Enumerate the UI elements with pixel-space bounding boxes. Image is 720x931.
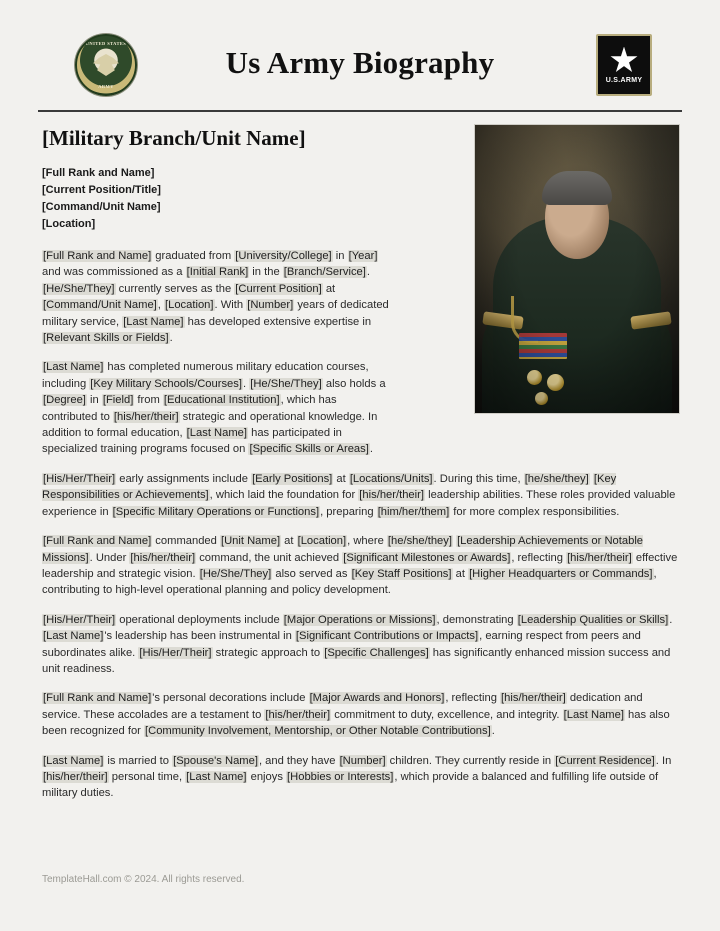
placeholder-field: [Major Awards and Honors]: [309, 692, 445, 705]
text-run: 's personal decorations include: [152, 692, 309, 705]
army-seal-icon: [75, 34, 137, 96]
identity-line-rank-name: [Full Rank and Name]: [42, 167, 155, 179]
placeholder-field: [his/her/their]: [567, 551, 632, 564]
placeholder-field: [Spouse's Name]: [173, 754, 258, 767]
paragraph-p4: [42, 533, 678, 599]
placeholder-field: [his/her/their]: [359, 489, 424, 502]
placeholder-field: [Specific Challenges]: [324, 646, 429, 659]
placeholder-field: [Branch/Service]: [283, 266, 366, 279]
text-run: , earning respect from peers and subordinates alike.: [42, 630, 641, 659]
text-run: at: [322, 282, 336, 295]
text-run: at: [452, 567, 469, 580]
placeholder-field: [Specific Skills or Areas]: [249, 443, 369, 456]
placeholder-field: [Key Responsibilities or Achievements]: [42, 472, 617, 502]
us-army-star-logo: [596, 34, 652, 96]
placeholder-field: [Number]: [339, 754, 386, 767]
paragraph-p1: [42, 248, 394, 346]
text-run: from: [134, 394, 163, 407]
text-run: strategic and operational knowledge. In addition to formal education,: [42, 410, 378, 440]
placeholder-field: [him/her/them]: [377, 505, 450, 518]
text-run: dedication and service. These accolades are a testament to: [42, 692, 643, 721]
text-run: and was commissioned as a: [42, 266, 186, 279]
text-run: , which has contributed to: [42, 394, 337, 423]
identity-line-location: [Location]: [42, 218, 96, 230]
placeholder-field: [Last Name]: [563, 708, 624, 721]
placeholder-field: [Unit Name]: [220, 535, 281, 548]
text-run: .: [669, 613, 673, 626]
identity-block: [42, 165, 394, 232]
star-icon: [610, 47, 638, 75]
document-body: [30, 112, 690, 802]
text-run: at: [333, 472, 349, 485]
placeholder-field: [he/she/they]: [524, 472, 589, 485]
text-run: command, the unit achieved: [196, 551, 343, 564]
placeholder-field: [Significant Milestones or Awards]: [343, 551, 511, 564]
placeholder-field: [Significant Contributions or Impacts]: [295, 630, 479, 643]
text-run: years of dedicated military service,: [42, 299, 389, 328]
identity-line-position: [Current Position/Title]: [42, 184, 161, 196]
placeholder-field: [Key Staff Positions]: [351, 567, 452, 580]
placeholder-field: [Last Name]: [43, 630, 104, 643]
officer-photo: [474, 124, 680, 414]
text-run: strategic approach to: [212, 646, 324, 659]
text-run: operational deployments include: [116, 613, 283, 626]
placeholder-field: [he/she/they]: [387, 535, 452, 548]
placeholder-field: [Last Name]: [186, 770, 247, 783]
eagle-icon: [93, 54, 119, 76]
text-run: graduated from: [152, 250, 235, 262]
placeholder-field: [Full Rank and Name]: [43, 692, 152, 705]
placeholder-field: [Number]: [247, 299, 294, 312]
text-run: currently serves as the: [115, 282, 235, 295]
document-header: [30, 22, 690, 104]
placeholder-field: [His/Her/Their]: [43, 472, 116, 485]
identity-line-command: [Command/Unit Name]: [42, 201, 161, 213]
text-run: .: [491, 725, 495, 738]
text-run: in: [332, 250, 348, 262]
placeholder-field: [Key Military Schools/Courses]: [90, 377, 242, 390]
text-run: .: [366, 266, 370, 279]
text-run: 's leadership has been instrumental in: [104, 630, 295, 643]
placeholder-field: [his/her/their]: [265, 708, 331, 721]
text-run: for more complex responsibilities.: [450, 505, 620, 518]
text-run: has completed numerous military education courses, including: [42, 361, 369, 390]
text-run: personal time,: [108, 770, 186, 783]
placeholder-field: [his/her/their]: [130, 551, 196, 564]
text-run: , demonstrating: [436, 613, 517, 626]
branch-unit-title: [Military Branch/Unit Name]: [42, 126, 306, 150]
text-run: has also been recognized for: [42, 708, 670, 738]
text-run: , reflecting: [445, 692, 501, 705]
placeholder-field: [Location]: [165, 299, 214, 312]
placeholder-field: [Full Rank and Name]: [43, 535, 152, 548]
text-run: . During this time,: [433, 472, 524, 485]
text-run: enjoys: [247, 770, 287, 783]
placeholder-field: [Last Name]: [123, 315, 184, 328]
paragraph-p6: [42, 690, 678, 739]
text-run: also served as: [272, 567, 351, 580]
placeholder-field: [Higher Headquarters or Commands]: [469, 567, 653, 580]
text-run: early assignments include: [116, 472, 252, 485]
text-run: , where: [347, 535, 387, 548]
paragraph-p2: [42, 359, 394, 457]
text-run: . With: [214, 299, 247, 312]
text-run: leadership abilities. These roles provided valuable experience in: [42, 489, 676, 518]
text-run: .: [243, 377, 250, 390]
placeholder-field: [Leadership Achievements or Notable Missions]: [42, 535, 644, 564]
text-run: in the: [249, 266, 283, 279]
placeholder-field: [Full Rank and Name]: [43, 250, 152, 262]
text-run: has developed extensive expertise in: [184, 315, 372, 328]
placeholder-field: [Field]: [102, 394, 134, 407]
placeholder-field: [Last Name]: [43, 361, 104, 374]
text-run: children. They currently reside in: [386, 754, 555, 767]
placeholder-field: [his/her/their]: [113, 410, 179, 423]
seal-top-text: UNITED STATES: [85, 41, 127, 46]
star-logo-label: U.S.ARMY: [605, 76, 643, 84]
placeholder-field: [Command/Unit Name]: [43, 299, 157, 312]
photo-vignette: [475, 125, 679, 413]
placeholder-field: [He/She/They]: [250, 377, 322, 390]
placeholder-field: [Leadership Qualities or Skills]: [517, 613, 669, 626]
placeholder-field: [Current Position]: [235, 282, 322, 295]
text-run: at: [281, 535, 297, 548]
paragraph-p3: [42, 471, 678, 520]
placeholder-field: [Community Involvement, Mentorship, or Other Notable Contributions]: [145, 725, 491, 738]
paragraph-p5: [42, 612, 678, 678]
footer-copyright: TemplateHall.com © 2024. All rights reserved.: [42, 874, 245, 885]
placeholder-field: [University/College]: [235, 250, 332, 262]
placeholder-field: [Degree]: [43, 394, 86, 407]
placeholder-field: [Year]: [348, 250, 378, 262]
text-run: is married to: [104, 754, 173, 767]
placeholder-field: [Location]: [297, 535, 347, 548]
text-run: in: [86, 394, 102, 407]
placeholder-field: [His/Her/Their]: [43, 613, 116, 626]
text-run: .: [169, 332, 173, 345]
placeholder-field: [his/her/their]: [43, 770, 108, 783]
placeholder-field: [Initial Rank]: [186, 266, 249, 279]
placeholder-field: [He/She/They]: [199, 567, 272, 580]
placeholder-field: [He/She/They]: [43, 282, 115, 295]
placeholder-field: [his/her/their]: [501, 692, 566, 705]
text-run: , which laid the foundation for: [209, 489, 359, 502]
text-run: , and they have: [258, 754, 339, 767]
text-run: . Under: [89, 551, 130, 564]
placeholder-field: [Early Positions]: [252, 472, 333, 485]
placeholder-field: [Last Name]: [43, 754, 104, 767]
placeholder-field: [His/Her/Their]: [139, 646, 212, 659]
text-run: commanded: [152, 535, 220, 548]
text-run: has significantly enhanced mission success and unit readiness.: [42, 646, 671, 675]
placeholder-field: [Major Operations or Missions]: [283, 613, 436, 626]
placeholder-field: [Specific Military Operations or Functions]: [112, 505, 320, 518]
text-run: . In: [655, 754, 672, 767]
text-run: effective leadership and strategic vision.: [42, 551, 678, 580]
seal-bottom-text: ARMY: [98, 84, 114, 89]
text-run: , contributing to high-level operational planning and policy development.: [42, 567, 657, 597]
text-run: also holds a: [322, 377, 386, 390]
text-run: commitment to duty, excellence, and integrity.: [331, 708, 563, 721]
placeholder-field: [Relevant Skills or Fields]: [43, 332, 169, 345]
text-run: .: [369, 443, 373, 456]
page-title: Us Army Biography: [225, 45, 495, 80]
paragraph-p7: [42, 753, 678, 802]
placeholder-field: [Educational Institution]: [163, 394, 280, 407]
placeholder-field: [Hobbies or Interests]: [287, 770, 394, 783]
text-run: , preparing: [320, 505, 377, 518]
placeholder-field: [Current Residence]: [555, 754, 655, 767]
text-run: ,: [157, 299, 164, 312]
placeholder-field: [Locations/Units]: [349, 472, 433, 485]
text-run: has participated in specialized training programs focused on: [42, 427, 342, 456]
text-run: , which provide a balanced and fulfilling life outside of military duties.: [42, 770, 659, 800]
text-run: , reflecting: [511, 551, 567, 564]
placeholder-field: [Last Name]: [186, 427, 247, 440]
